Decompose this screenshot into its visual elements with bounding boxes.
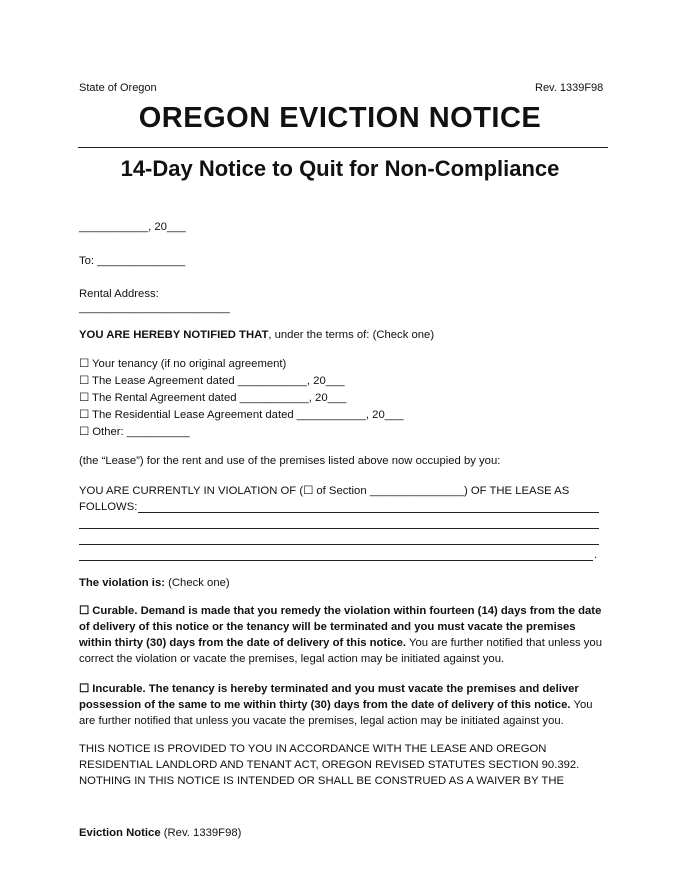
curable-rest: You are further notified that unless you correct the violation or vacate the premises, legal action may be initiated against you. — [79, 637, 602, 665]
violation-intro-line-1: YOU ARE CURRENTLY IN VIOLATION OF (☐ of Section _______________) OF THE LEASE AS — [79, 485, 570, 497]
violation-is-line — [79, 575, 230, 591]
option-item: ☐ The Rental Agreement dated ___________, 20___ — [79, 392, 347, 404]
notified-rest: , under the terms of: (Check one) — [268, 329, 435, 341]
curable-bold: ☐ Curable. Demand is made that you remedy the violation within fourteen (14) days from the date of delivery of this notice or the tenancy will be terminated and you must vacate the premises within thirty (30) days from the date of delivery of this notice. — [79, 605, 602, 649]
violation-line-end: . — [594, 549, 598, 561]
date-line: ___________, 20___ — [79, 221, 186, 233]
curable-paragraph — [79, 603, 609, 667]
revision-label: Rev. 1339F98 — [535, 82, 604, 94]
violation-blank-line — [79, 560, 593, 561]
rental-address-label: Rental Address: — [79, 288, 159, 300]
notified-bold: YOU ARE HEREBY NOTIFIED THAT — [79, 329, 269, 341]
lease-line: (the “Lease”) for the rent and use of the premises listed above now occupied by you: — [79, 455, 501, 467]
page-subtitle: 14-Day Notice to Quit for Non-Compliance — [120, 156, 560, 181]
violation-is-bold: The violation is: — [79, 577, 165, 589]
incurable-bold: ☐ Incurable. The tenancy is hereby terminated and you must vacate the premises and deliver possession of the same to me within thirty (30) days from the date of delivery of this notice. — [79, 683, 579, 711]
option-item: ☐ Your tenancy (if no original agreement) — [79, 358, 287, 370]
to-line: To: ______________ — [79, 255, 186, 267]
page-title: OREGON EVICTION NOTICE — [138, 102, 542, 134]
violation-intro-line-2: FOLLOWS: — [79, 501, 138, 513]
violation-blank-line — [79, 544, 599, 545]
closing-paragraph: THIS NOTICE IS PROVIDED TO YOU IN ACCORDANCE WITH THE LEASE AND OREGON RESIDENTIAL LANDLORD AND TENANT ACT, OREGON REVISED STATUTES SECTION 90.392. NOTHING IN THIS NOTICE IS INTENDED OR SHALL BE CONSTRUED AS A WAIVER BY THE — [79, 743, 580, 787]
violation-is-rest: (Check one) — [165, 577, 230, 589]
footer — [79, 825, 241, 841]
notified-line — [79, 327, 434, 343]
rental-address-blank: ________________________ — [79, 302, 230, 314]
incurable-paragraph — [79, 681, 609, 729]
option-item: ☐ The Lease Agreement dated ___________, 20___ — [79, 375, 345, 387]
state-label: State of Oregon — [79, 82, 157, 94]
incurable-rest: You are further notified that unless you vacate the premises, legal action may be initiated against you. — [79, 699, 593, 727]
title-divider — [78, 147, 608, 148]
option-item: ☐ The Residential Lease Agreement dated ___________, 20___ — [79, 409, 404, 421]
violation-blank-line — [79, 528, 599, 529]
footer-rest: (Rev. 1339F98) — [160, 827, 242, 839]
footer-bold: Eviction Notice — [79, 827, 161, 839]
option-item: ☐ Other: __________ — [79, 426, 190, 438]
violation-blank-line — [138, 512, 599, 513]
